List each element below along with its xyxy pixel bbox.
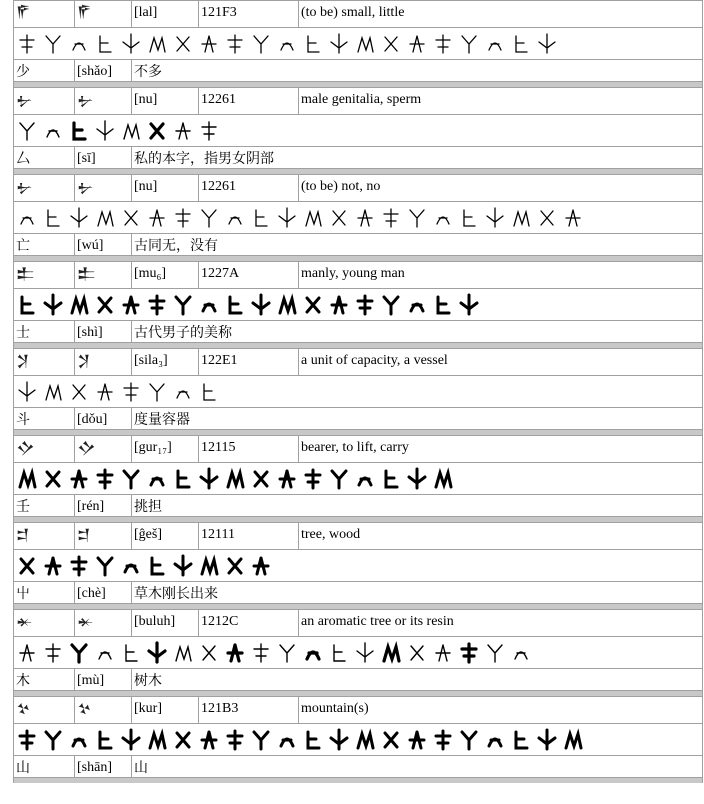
chinese-character: 亡: [14, 234, 75, 255]
oracle-glyph-icon: [68, 32, 90, 56]
cuneiform-sign-modern: 𒆳: [75, 697, 132, 723]
cuneiform-sign-modern: 𒉺: [75, 262, 132, 288]
oracle-glyph-icon: [120, 467, 142, 491]
chinese-character: 士: [14, 321, 75, 342]
chinese-gloss: 不多: [134, 64, 162, 80]
oracle-glyph-icon: [224, 641, 246, 665]
oracle-glyph-icon: [354, 467, 376, 491]
oracle-glyph-icon: [146, 293, 168, 317]
oracle-glyph-icon: [68, 728, 90, 752]
chinese-character: 山: [14, 756, 75, 777]
oracle-glyph-icon: [146, 380, 168, 404]
oracle-glyph-icon: [484, 728, 506, 752]
sign-meaning: (to be) small, little: [301, 5, 405, 20]
entry: [13, 87, 703, 174]
oracle-glyph-icon: [172, 380, 194, 404]
oracle-glyph-icon: [172, 728, 194, 752]
oracle-glyph-icon: [146, 119, 168, 143]
entry-chinese-row: [13, 582, 703, 604]
oracle-glyph-icon: [198, 293, 220, 317]
oracle-glyph-icon: [42, 641, 64, 665]
oracle-glyph-icon: [380, 728, 402, 752]
oracle-glyph-icon: [250, 32, 272, 56]
oracle-glyph-icon: [432, 641, 454, 665]
chinese-gloss: 挑担: [134, 499, 162, 515]
oracle-glyph-icon: [198, 32, 220, 56]
oracle-glyph-icon: [406, 467, 428, 491]
oracle-glyph-icon: [146, 728, 168, 752]
entry-header-row: [13, 696, 703, 724]
oracle-glyph-icon: [328, 728, 350, 752]
oracle-glyph-icon: [198, 554, 220, 578]
oracle-glyph-icon: [250, 641, 272, 665]
oracle-glyph-icon: [458, 32, 480, 56]
oracle-glyph-icon: [224, 293, 246, 317]
oracle-glyph-icon: [250, 554, 272, 578]
oracle-glyph-icon: [198, 380, 220, 404]
pinyin: [shì]: [75, 321, 132, 342]
entry-header-row: [13, 174, 703, 202]
oracle-glyph-icon: [328, 641, 350, 665]
oracle-glyph-icon: [16, 641, 38, 665]
pinyin: [shān]: [75, 756, 132, 777]
pinyin: [chè]: [75, 582, 132, 603]
oracle-glyph-icon: [302, 467, 324, 491]
sign-reading: [mu₆]: [132, 262, 199, 288]
unicode-code: 1227A: [199, 262, 299, 288]
unicode-code: 121B3: [199, 697, 299, 723]
oracle-glyph-icon: [484, 641, 506, 665]
oracle-glyph-icon: [328, 467, 350, 491]
chinese-gloss: 古同无，没有: [134, 238, 218, 254]
chinese-character: 屮: [14, 582, 75, 603]
oracle-glyph-icon: [276, 641, 298, 665]
oracle-glyph-icon: [510, 206, 532, 230]
chinese-gloss: 私的本字，指男女阴部: [134, 151, 274, 167]
glyph-variants-row: [13, 550, 703, 582]
oracle-glyph-icon: [172, 293, 194, 317]
oracle-glyph-icon: [328, 32, 350, 56]
oracle-glyph-icon: [406, 641, 428, 665]
oracle-glyph-icon: [94, 206, 116, 230]
entry-header-row: [13, 0, 703, 28]
sign-meaning: an aromatic tree or its resin: [301, 614, 454, 629]
cuneiform-sign-modern: 𒉡: [75, 175, 132, 201]
sign-reading: [buluh]: [132, 610, 199, 636]
sign-reading: [kur]: [132, 697, 199, 723]
oracle-glyph-icon: [42, 32, 64, 56]
oracle-glyph-icon: [406, 32, 428, 56]
oracle-glyph-icon: [16, 293, 38, 317]
cuneiform-sign-archaic: 𒇳: [14, 1, 75, 27]
oracle-glyph-icon: [380, 206, 402, 230]
oracle-glyph-icon: [250, 206, 272, 230]
unicode-code: 12111: [199, 523, 299, 549]
sign-reading: [nu]: [132, 175, 199, 201]
entry-chinese-row: [13, 321, 703, 343]
oracle-glyph-icon: [94, 467, 116, 491]
oracle-glyph-icon: [198, 206, 220, 230]
oracle-glyph-icon: [42, 380, 64, 404]
oracle-glyph-icon: [16, 467, 38, 491]
oracle-glyph-icon: [42, 728, 64, 752]
entry: [13, 696, 703, 783]
oracle-glyph-icon: [536, 728, 558, 752]
oracle-glyph-icon: [302, 32, 324, 56]
pinyin: [dǒu]: [75, 408, 132, 429]
oracle-glyph-icon: [68, 293, 90, 317]
pinyin: [wú]: [75, 234, 132, 255]
oracle-glyph-icon: [120, 728, 142, 752]
oracle-glyph-icon: [484, 206, 506, 230]
oracle-glyph-icon: [224, 728, 246, 752]
oracle-glyph-icon: [354, 206, 376, 230]
entry-header-row: [13, 261, 703, 289]
entry: [13, 348, 703, 435]
sign-meaning: mountain(s): [301, 701, 369, 716]
glyph-variants-row: [13, 376, 703, 408]
sign-meaning: tree, wood: [301, 527, 361, 542]
glyph-variants-row: [13, 115, 703, 147]
oracle-glyph-icon: [406, 293, 428, 317]
chinese-character: 厶: [14, 147, 75, 168]
oracle-glyph-icon: [16, 119, 38, 143]
entry-chinese-row: [13, 234, 703, 256]
cuneiform-sign-archaic: 𒄬: [14, 610, 75, 636]
entry-chinese-row: [13, 495, 703, 517]
oracle-glyph-icon: [302, 206, 324, 230]
oracle-glyph-icon: [328, 293, 350, 317]
oracle-glyph-icon: [146, 206, 168, 230]
oracle-glyph-icon: [16, 32, 38, 56]
oracle-glyph-icon: [276, 467, 298, 491]
cuneiform-sign-modern: 𒇳: [75, 1, 132, 27]
oracle-glyph-icon: [198, 119, 220, 143]
cuneiform-sign-archaic: 𒉡: [14, 175, 75, 201]
oracle-glyph-icon: [42, 293, 64, 317]
cuneiform-sign-modern: 𒄑: [75, 523, 132, 549]
entry-chinese-row: [13, 60, 703, 82]
oracle-glyph-icon: [120, 380, 142, 404]
oracle-glyph-icon: [432, 32, 454, 56]
oracle-glyph-icon: [380, 293, 402, 317]
oracle-glyph-icon: [536, 32, 558, 56]
cuneiform-sign-archaic: 𒉺: [14, 262, 75, 288]
oracle-glyph-icon: [458, 728, 480, 752]
chinese-gloss: 古代男子的美称: [134, 325, 232, 341]
entry-header-row: [13, 348, 703, 376]
oracle-glyph-icon: [94, 293, 116, 317]
glyph-variants-row: [13, 202, 703, 234]
oracle-glyph-icon: [16, 206, 38, 230]
oracle-glyph-icon: [380, 32, 402, 56]
oracle-glyph-icon: [42, 119, 64, 143]
oracle-glyph-icon: [146, 467, 168, 491]
oracle-glyph-icon: [562, 206, 584, 230]
oracle-glyph-icon: [172, 554, 194, 578]
oracle-glyph-icon: [16, 728, 38, 752]
glyph-variants-row: [13, 637, 703, 669]
oracle-glyph-icon: [302, 728, 324, 752]
oracle-glyph-icon: [198, 641, 220, 665]
glyph-variants-row: [13, 463, 703, 495]
entry-chinese-row: [13, 756, 703, 778]
oracle-glyph-icon: [16, 554, 38, 578]
entry: [13, 0, 703, 87]
oracle-glyph-icon: [68, 206, 90, 230]
oracle-glyph-icon: [120, 206, 142, 230]
oracle-glyph-icon: [94, 380, 116, 404]
cuneiform-sign-modern: 𒋡: [75, 349, 132, 375]
chinese-character: 斗: [14, 408, 75, 429]
oracle-glyph-icon: [380, 641, 402, 665]
pinyin: [shǎo]: [75, 60, 132, 81]
oracle-glyph-icon: [172, 467, 194, 491]
unicode-code: 12261: [199, 88, 299, 114]
oracle-glyph-icon: [302, 293, 324, 317]
oracle-glyph-icon: [94, 32, 116, 56]
cuneiform-sign-archaic: 𒋡: [14, 349, 75, 375]
entry-separator: [13, 778, 703, 783]
sign-meaning: a unit of capacity, a vessel: [301, 353, 448, 368]
oracle-glyph-icon: [510, 728, 532, 752]
oracle-glyph-icon: [146, 554, 168, 578]
oracle-glyph-icon: [94, 554, 116, 578]
cuneiform-sign-modern: 𒄕: [75, 436, 132, 462]
oracle-glyph-icon: [250, 728, 272, 752]
cuneiform-sign-modern: 𒄬: [75, 610, 132, 636]
oracle-glyph-icon: [380, 467, 402, 491]
entry-header-row: [13, 435, 703, 463]
oracle-glyph-icon: [172, 206, 194, 230]
sign-meaning: (to be) not, no: [301, 179, 381, 194]
glyph-variants-row: [13, 724, 703, 756]
oracle-glyph-icon: [432, 467, 454, 491]
cuneiform-sign-archaic: 𒉡: [14, 88, 75, 114]
oracle-glyph-icon: [276, 206, 298, 230]
entry-chinese-row: [13, 669, 703, 691]
oracle-glyph-icon: [120, 119, 142, 143]
oracle-glyph-icon: [510, 32, 532, 56]
oracle-glyph-icon: [198, 467, 220, 491]
entry: [13, 435, 703, 522]
oracle-glyph-icon: [276, 728, 298, 752]
oracle-glyph-icon: [458, 293, 480, 317]
oracle-glyph-icon: [432, 728, 454, 752]
oracle-glyph-icon: [42, 467, 64, 491]
oracle-glyph-icon: [120, 641, 142, 665]
cuneiform-sign-archaic: 𒆳: [14, 697, 75, 723]
cuneiform-sign-modern: 𒉡: [75, 88, 132, 114]
oracle-glyph-icon: [406, 728, 428, 752]
unicode-code: 12261: [199, 175, 299, 201]
unicode-code: 12115: [199, 436, 299, 462]
oracle-glyph-icon: [224, 554, 246, 578]
entry: [13, 174, 703, 261]
oracle-glyph-icon: [484, 32, 506, 56]
oracle-glyph-icon: [354, 293, 376, 317]
sign-reading: [lal]: [132, 1, 199, 27]
chinese-character: 少: [14, 60, 75, 81]
oracle-glyph-icon: [94, 119, 116, 143]
entry: [13, 261, 703, 348]
oracle-glyph-icon: [120, 32, 142, 56]
entry-chinese-row: [13, 147, 703, 169]
oracle-glyph-icon: [458, 641, 480, 665]
oracle-glyph-icon: [94, 728, 116, 752]
oracle-glyph-icon: [146, 641, 168, 665]
oracle-glyph-icon: [146, 32, 168, 56]
oracle-glyph-icon: [510, 641, 532, 665]
chinese-gloss: 山: [134, 760, 148, 776]
oracle-glyph-icon: [354, 641, 376, 665]
oracle-glyph-icon: [16, 380, 38, 404]
oracle-glyph-icon: [354, 32, 376, 56]
chinese-gloss: 树木: [134, 673, 162, 689]
oracle-glyph-icon: [224, 467, 246, 491]
glyph-variants-row: [13, 289, 703, 321]
oracle-glyph-icon: [198, 728, 220, 752]
pinyin: [mù]: [75, 669, 132, 690]
oracle-glyph-icon: [302, 641, 324, 665]
oracle-glyph-icon: [328, 206, 350, 230]
oracle-glyph-icon: [276, 293, 298, 317]
oracle-glyph-icon: [250, 467, 272, 491]
oracle-glyph-icon: [68, 641, 90, 665]
pinyin: [rén]: [75, 495, 132, 516]
oracle-glyph-icon: [42, 206, 64, 230]
oracle-glyph-icon: [120, 293, 142, 317]
oracle-glyph-icon: [458, 206, 480, 230]
oracle-glyph-icon: [406, 206, 428, 230]
chinese-gloss: 草木刚长出来: [134, 586, 218, 602]
unicode-code: 1212C: [199, 610, 299, 636]
oracle-glyph-icon: [354, 728, 376, 752]
sign-meaning: bearer, to lift, carry: [301, 440, 409, 455]
oracle-glyph-icon: [224, 32, 246, 56]
oracle-glyph-icon: [172, 32, 194, 56]
sign-meaning: manly, young man: [301, 266, 405, 281]
cuneiform-sign-archaic: 𒄕: [14, 436, 75, 462]
oracle-glyph-icon: [432, 293, 454, 317]
oracle-glyph-icon: [536, 206, 558, 230]
chinese-character: 壬: [14, 495, 75, 516]
oracle-glyph-icon: [68, 467, 90, 491]
sign-reading: [gur₁₇]: [132, 436, 199, 462]
oracle-glyph-icon: [562, 728, 584, 752]
unicode-code: 121F3: [199, 1, 299, 27]
entry: [13, 522, 703, 609]
unicode-code: 122E1: [199, 349, 299, 375]
sign-reading: [sila₃]: [132, 349, 199, 375]
oracle-glyph-icon: [120, 554, 142, 578]
entry-chinese-row: [13, 408, 703, 430]
entry-header-row: [13, 87, 703, 115]
oracle-glyph-icon: [68, 119, 90, 143]
cuneiform-sign-archaic: 𒄑: [14, 523, 75, 549]
chinese-character: 木: [14, 669, 75, 690]
oracle-glyph-icon: [42, 554, 64, 578]
pinyin: [sī]: [75, 147, 132, 168]
oracle-glyph-icon: [276, 32, 298, 56]
oracle-glyph-icon: [172, 119, 194, 143]
sign-meaning: male genitalia, sperm: [301, 92, 422, 107]
sign-reading: [ĝeš]: [132, 523, 199, 549]
oracle-glyph-icon: [68, 380, 90, 404]
oracle-glyph-icon: [68, 554, 90, 578]
oracle-glyph-icon: [432, 206, 454, 230]
glyph-variants-row: [13, 28, 703, 60]
entry-header-row: [13, 609, 703, 637]
oracle-glyph-icon: [224, 206, 246, 230]
entry: [13, 609, 703, 696]
oracle-glyph-icon: [94, 641, 116, 665]
sign-reading: [nu]: [132, 88, 199, 114]
entry-header-row: [13, 522, 703, 550]
oracle-glyph-icon: [172, 641, 194, 665]
chinese-gloss: 度量容器: [134, 412, 190, 428]
oracle-glyph-icon: [250, 293, 272, 317]
